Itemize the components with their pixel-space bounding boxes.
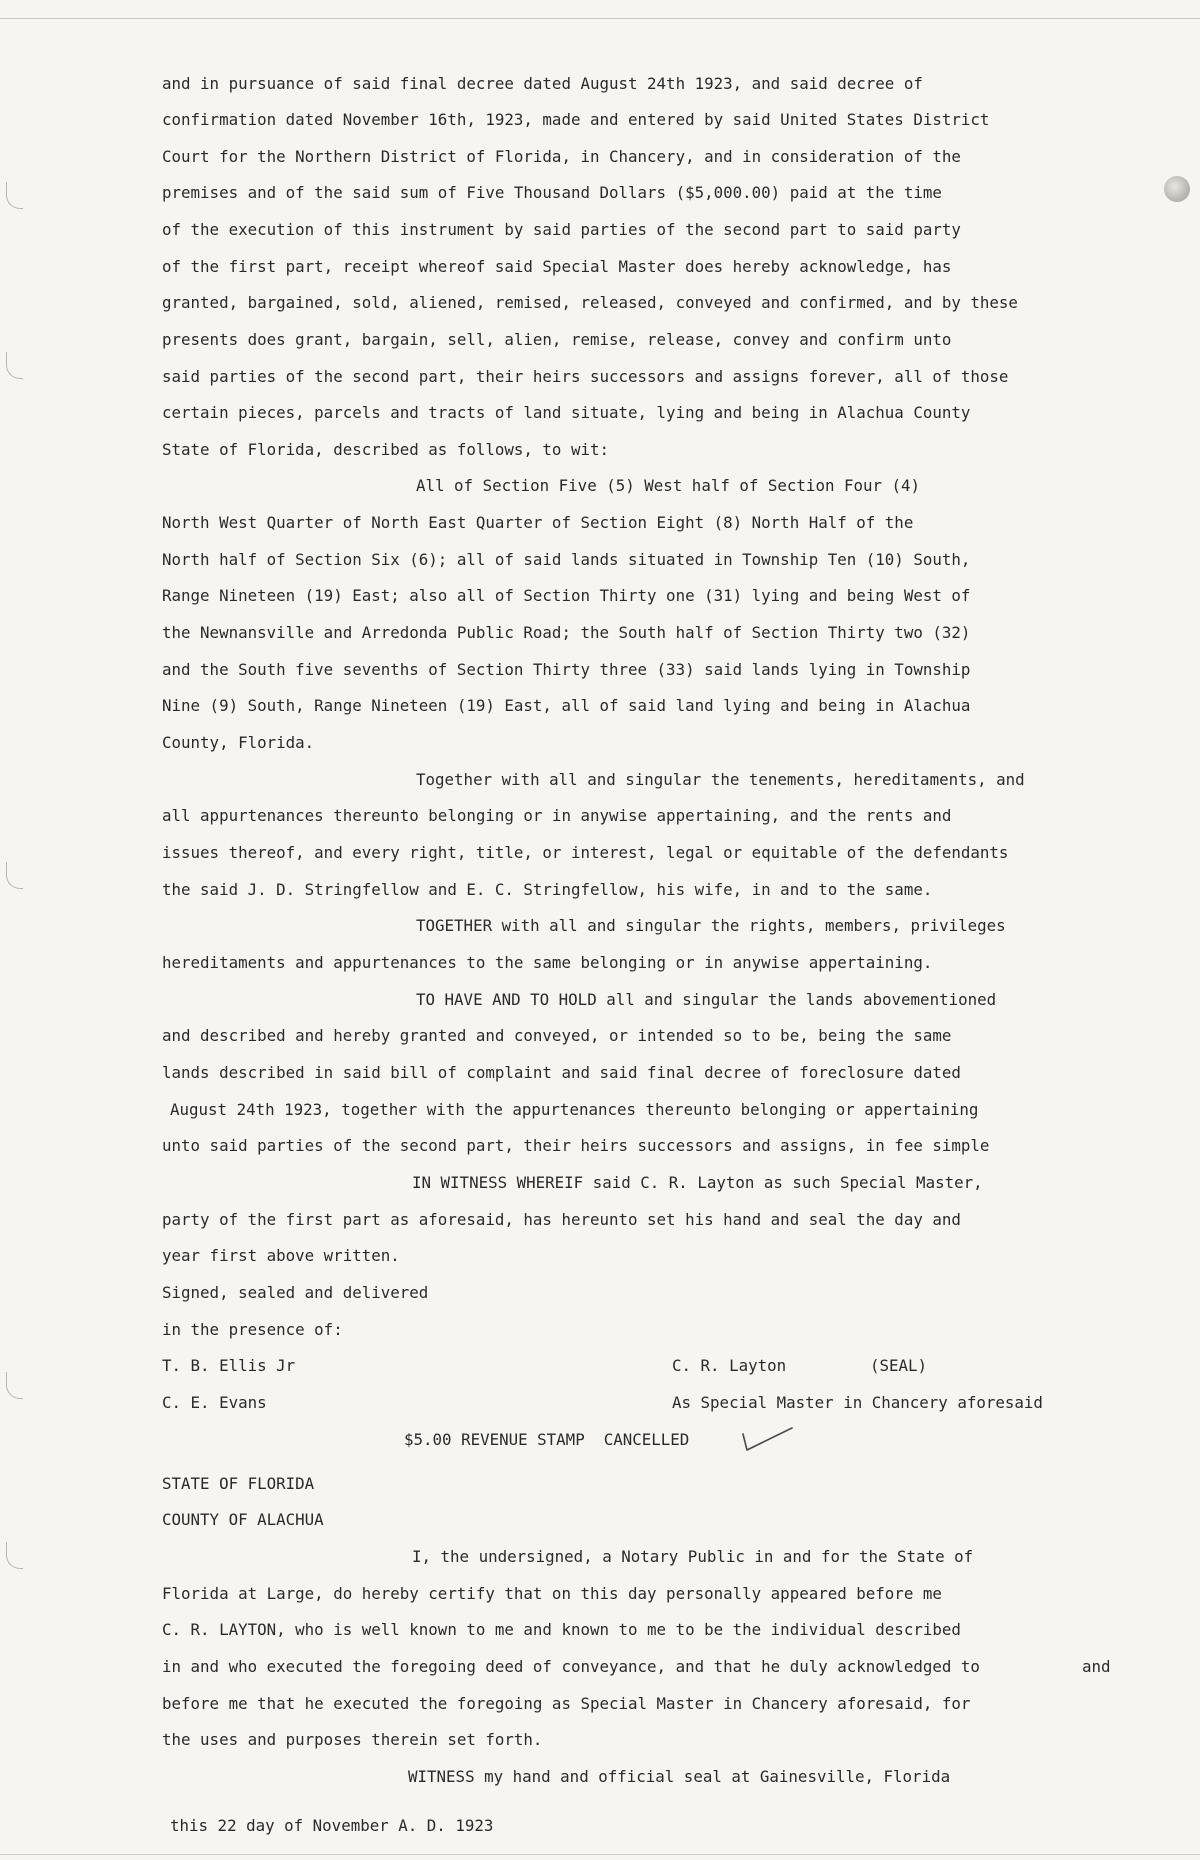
text-line: All of Section Five (5) West half of Section Four (4) <box>416 476 921 495</box>
witness-signature: T. B. Ellis Jr <box>162 1356 296 1375</box>
text-line: year first above written. <box>162 1246 400 1265</box>
text-line: before me that he executed the foregoing as Special Master in Chancery aforesaid, for <box>162 1694 971 1713</box>
text-line: confirmation dated November 16th, 1923, made and entered by said United States District <box>162 110 990 129</box>
margin-insertion: and <box>1082 1657 1111 1676</box>
text-line: August 24th 1923, together with the appurtenances thereunto belonging or appertaining <box>170 1100 979 1119</box>
notary-date-line: this 22 day of November A. D. 1923 <box>170 1816 494 1835</box>
grantor-title: As Special Master in Chancery aforesaid <box>672 1393 1043 1412</box>
checkmark-icon <box>740 1426 794 1454</box>
text-line: of the execution of this instrument by said parties of the second part to said party <box>162 220 961 239</box>
text-line: and described and hereby granted and conveyed, or intended so to be, being the same <box>162 1026 952 1045</box>
text-line: unto said parties of the second part, their heirs successors and assigns, in fee simple <box>162 1136 990 1155</box>
text-line: in and who executed the foregoing deed of conveyance, and that he duly acknowledged to <box>162 1657 980 1676</box>
text-line: Florida at Large, do hereby certify that on this day personally appeared before me <box>162 1584 942 1603</box>
witness-signature: C. E. Evans <box>162 1393 267 1412</box>
text-line: presents does grant, bargain, sell, alien, remise, release, convey and confirm unto <box>162 330 952 349</box>
revenue-stamp-notation: $5.00 REVENUE STAMP CANCELLED <box>404 1430 690 1449</box>
text-line: party of the first part as aforesaid, has hereunto set his hand and seal the day and <box>162 1210 961 1229</box>
notary-witness-line: WITNESS my hand and official seal at Gainesville, Florida <box>408 1767 951 1786</box>
text-line: C. R. LAYTON, who is well known to me and known to me to be the individual described <box>162 1620 961 1639</box>
text-line: in the presence of: <box>162 1320 343 1339</box>
text-line: granted, bargained, sold, aliened, remised, released, conveyed and confirmed, and by these <box>162 293 1018 312</box>
text-line: Court for the Northern District of Florida, in Chancery, and in consideration of the <box>162 147 961 166</box>
text-line: I, the undersigned, a Notary Public in and for the State of <box>412 1547 974 1566</box>
text-line: the uses and purposes therein set forth. <box>162 1730 543 1749</box>
text-line: County, Florida. <box>162 733 315 752</box>
text-line: certain pieces, parcels and tracts of land situate, lying and being in Alachua County <box>162 403 971 422</box>
text-line: TO HAVE AND TO HOLD all and singular the lands abovementioned <box>416 990 997 1009</box>
text-line: North half of Section Six (6); all of said lands situated in Township Ten (10) South, <box>162 550 971 569</box>
text-line: the Newnansville and Arredonda Public Road; the South half of Section Thirty two (32) <box>162 623 971 642</box>
venue-state: STATE OF FLORIDA <box>162 1474 315 1493</box>
text-line: North West Quarter of North East Quarter of Section Eight (8) North Half of the <box>162 513 914 532</box>
text-line: TOGETHER with all and singular the rights, members, privileges <box>416 916 1006 935</box>
text-line: all appurtenances thereunto belonging or in anywise appertaining, and the rents and <box>162 806 952 825</box>
text-line: Nine (9) South, Range Nineteen (19) East, all of said land lying and being in Alachua <box>162 696 971 715</box>
seal-label: (SEAL) <box>870 1356 928 1375</box>
text-line: the said J. D. Stringfellow and E. C. Stringfellow, his wife, in and to the same. <box>162 880 933 899</box>
text-line: IN WITNESS WHEREIF said C. R. Layton as such Special Master, <box>412 1173 983 1192</box>
text-line: State of Florida, described as follows, to wit: <box>162 440 609 459</box>
text-line: and the South five sevenths of Section Thirty three (33) said lands lying in Township <box>162 660 971 679</box>
text-line: lands described in said bill of complaint and said final decree of foreclosure dated <box>162 1063 961 1082</box>
text-line: said parties of the second part, their heirs successors and assigns forever, all of those <box>162 367 1009 386</box>
grantor-signature: C. R. Layton <box>672 1356 787 1375</box>
text-line: of the first part, receipt whereof said Special Master does hereby acknowledge, has <box>162 257 952 276</box>
venue-county: COUNTY OF ALACHUA <box>162 1510 324 1529</box>
text-line: premises and of the said sum of Five Thousand Dollars ($5,000.00) paid at the time <box>162 183 942 202</box>
text-line: issues thereof, and every right, title, or interest, legal or equitable of the defendants <box>162 843 1009 862</box>
text-line: Range Nineteen (19) East; also all of Section Thirty one (31) lying and being West of <box>162 586 971 605</box>
text-line: Together with all and singular the tenements, hereditaments, and <box>416 770 1025 789</box>
text-line: Signed, sealed and delivered <box>162 1283 429 1302</box>
text-line: hereditaments and appurtenances to the same belonging or in anywise appertaining. <box>162 953 933 972</box>
text-line: and in pursuance of said final decree dated August 24th 1923, and said decree of <box>162 74 923 93</box>
